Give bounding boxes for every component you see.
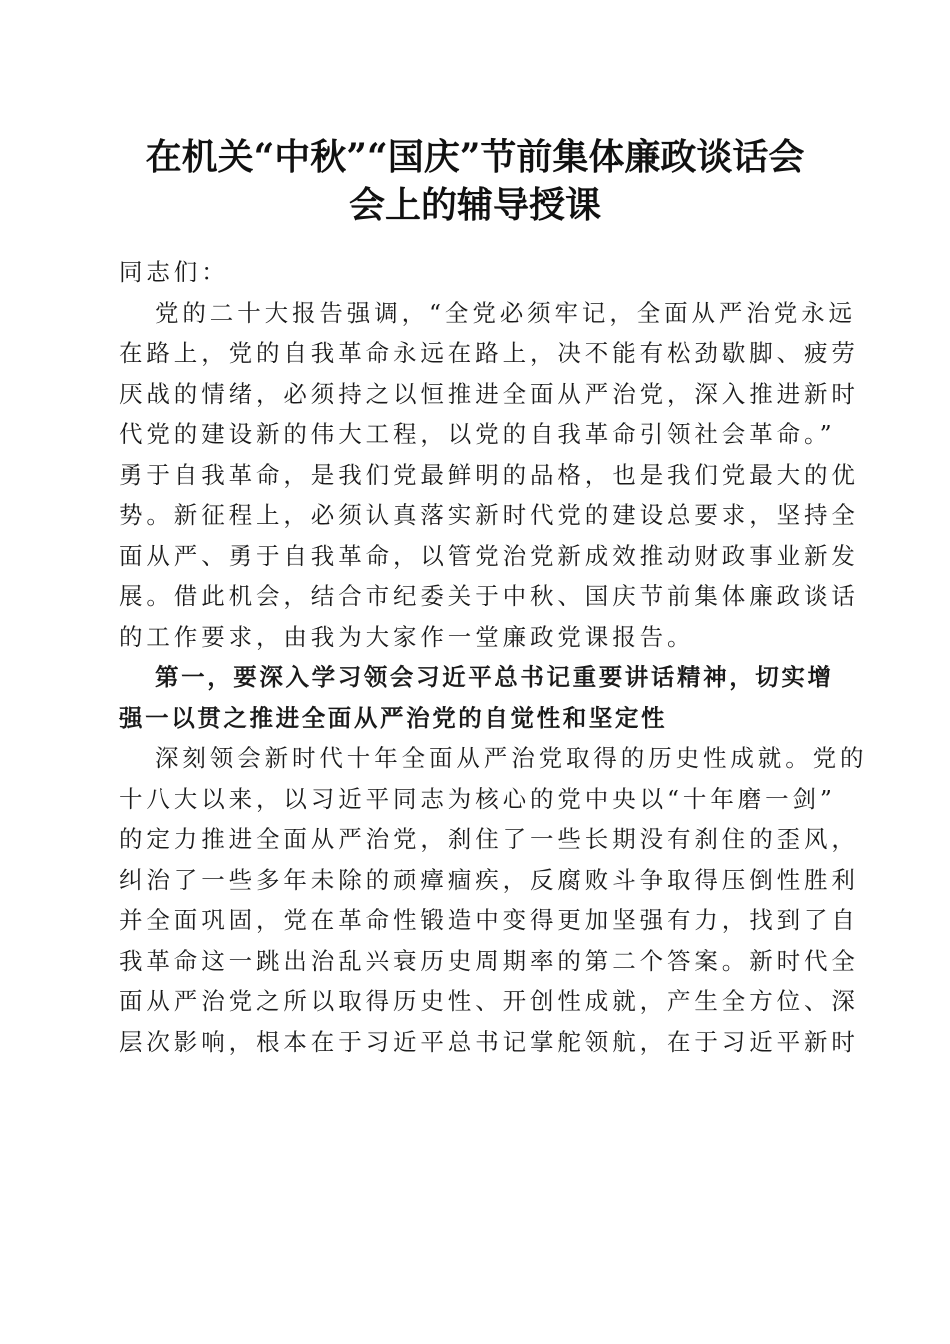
paragraph-line: 并全面巩固，党在革命性锻造中变得更加坚强有力，找到了自 [119,906,859,934]
title-line-1: 在机关“中秋”“国庆”节前集体廉政谈话会 [145,136,805,178]
title-line-2: 会上的辅导授课 [348,184,601,226]
paragraph-line: 的定力推进全面从严治党，刹住了一些长期没有刹住的歪风， [119,825,859,853]
paragraph-line: 势。新征程上，必须认真落实新时代党的建设总要求，坚持全 [119,501,859,529]
paragraph-2 [119,738,868,1062]
section-heading-1 [119,657,834,738]
paragraph-line: 十八大以来，以习近平同志为核心的党中央以“十年磨一剑” [119,784,836,813]
paragraph-line: 党的二十大报告强调，“全党必须牢记，全面从严治党永远 [155,298,856,327]
paragraph-line: 的工作要求，由我为大家作一堂廉政党课报告。 [119,622,695,651]
paragraph-line: 勇于自我革命，是我们党最鲜明的品格，也是我们党最大的优 [119,460,859,489]
paragraph-line: 深刻领会新时代十年全面从严治党取得的历史性成就。党的 [155,744,868,772]
document-title [60,133,890,229]
paragraph-line: 我革命这一跳出治乱兴衰历史周期率的第二个答案。新时代全 [119,946,859,975]
paragraph-line: 层次影响，根本在于习近平总书记掌舵领航，在于习近平新时 [119,1027,859,1056]
salutation-text: 同志们： [119,258,229,286]
heading-line: 强一以贯之推进全面从严治党的自觉性和坚定性 [119,703,668,732]
paragraph-line: 面从严治党之所以取得历史性、开创性成就，产生全方位、深 [119,987,859,1015]
salutation [119,252,831,293]
paragraph-line: 厌战的情绪，必须持之以恒推进全面从严治党，深入推进新时 [119,379,859,408]
heading-line: 第一，要深入学习领会习近平总书记重要讲话精神，切实增 [155,663,834,691]
paragraph-line: 在路上，党的自我革命永远在路上，决不能有松劲歇脚、疲劳 [119,339,859,367]
paragraph-line: 纠治了一些多年未除的顽瘴痼疾，反腐败斗争取得压倒性胜利 [119,865,859,894]
paragraph-line: 展。借此机会，结合市纪委关于中秋、国庆节前集体廉政谈话 [119,582,859,610]
paragraph-line: 面从严、勇于自我革命，以管党治党新成效推动财政事业新发 [119,541,859,570]
paragraph-1 [119,293,859,658]
paragraph-line: 代党的建设新的伟大工程，以党的自我革命引领社会革命。” [119,420,836,448]
document-body [119,252,868,1062]
